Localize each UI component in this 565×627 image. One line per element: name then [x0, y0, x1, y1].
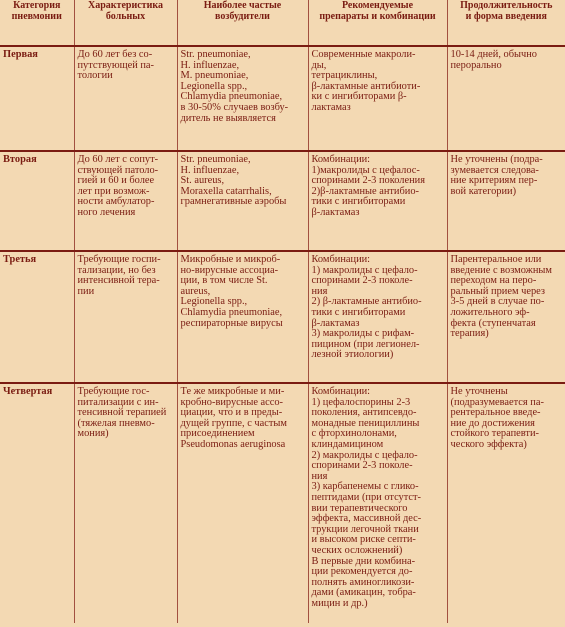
drugs-cell: [308, 151, 447, 251]
cell-text-line: стойкого терапевти-: [450, 428, 539, 440]
cell-text-line: зумевается следова-: [450, 164, 539, 176]
cell-text-line: дитель не выявляется: [180, 112, 276, 124]
cell-text-line: ции рекомендуется до-: [311, 566, 413, 578]
cell-text-line: Современные макроли-: [311, 49, 416, 60]
pathogens-cell: [177, 383, 308, 623]
cell-text-line: Chlamydia pneumoniae,: [180, 306, 283, 318]
table-row-fourth: [0, 383, 565, 623]
cell-text-line: Комбинации:: [311, 154, 371, 165]
duration-cell: [447, 46, 565, 151]
cell-text-line: ние критериям пер-: [450, 175, 538, 187]
cell-text-line: и форма введения: [465, 10, 547, 22]
cell-text-line: β-лактамаз: [311, 206, 360, 218]
cell-text-line: В первые дни комбина-: [311, 555, 416, 567]
category-cell: Четвертая: [0, 383, 74, 623]
cell-text-line: и высоком риске септи-: [311, 534, 416, 546]
cell-text-line: полнять аминогликози-: [311, 576, 415, 588]
cell-text-line: Требующие гос-: [77, 386, 150, 397]
cell-text-line: дами (амикацин, тобра-: [311, 587, 416, 599]
cell-text-line: ного лечения: [77, 206, 136, 218]
cell-text-line: Legionella spp.,: [180, 296, 248, 308]
header-drugs: [308, 0, 447, 46]
duration-cell: [447, 151, 565, 251]
cell-text-line: с фторхинолонами,: [311, 428, 397, 440]
cell-text-line: монадные пенициллины: [311, 417, 420, 429]
cell-text-line: До 60 лет без со-: [77, 49, 153, 60]
patients-cell: [74, 383, 177, 623]
cell-text-line: возбудители: [215, 10, 270, 22]
cell-text-line: 3-5 дней в случае по-: [450, 296, 545, 308]
cell-text-line: ния: [311, 470, 328, 482]
cell-text-line: ды,: [311, 59, 327, 71]
cell-text-line: Legionella spp.,: [180, 80, 248, 92]
cell-text-line: Продолжительность: [460, 0, 553, 11]
duration-cell: [447, 383, 565, 623]
cell-text-line: Не уточнены (подра-: [450, 154, 543, 165]
table-header-row: [0, 0, 565, 46]
cell-text-line: лет при возмож-: [77, 185, 150, 197]
cell-text-line: питализации с ин-: [77, 396, 159, 408]
cell-text-line: циации, что и в преды-: [180, 407, 283, 419]
cell-text-line: респираторные вирусы: [180, 317, 283, 329]
cell-text-line: тики с ингибиторами: [311, 196, 406, 208]
cell-text-line: 1) цефалоспорины 2-3: [311, 396, 411, 408]
cell-text-line: Moraxella catarrhalis,: [180, 185, 272, 197]
cell-text-line: в 30-50% случаев возбу-: [180, 101, 289, 113]
cell-text-line: тенсивной терапией: [77, 407, 167, 419]
cell-text-line: препараты и комбинации: [319, 10, 436, 22]
cell-text-line: тологии: [77, 70, 113, 82]
cell-text-line: ния: [311, 285, 328, 297]
cell-text-line: путствующей па-: [77, 59, 154, 71]
cell-text-line: Комбинации:: [311, 386, 371, 397]
header-category: [0, 0, 74, 46]
cell-text-line: ности амбулатор-: [77, 196, 155, 208]
cell-text-line: ческого эффекта): [450, 438, 527, 450]
patients-cell: [74, 251, 177, 383]
drugs-cell: [308, 251, 447, 383]
cell-text-line: Парентеральное или: [450, 254, 542, 265]
cell-text-line: введение с возможным: [450, 264, 552, 276]
cell-text-line: Характеристика: [88, 0, 163, 11]
cell-text-line: вии терапевтического: [311, 502, 408, 514]
patients-cell: [74, 151, 177, 251]
cell-text-line: Микробные и микроб-: [180, 254, 281, 265]
table-row-third: [0, 251, 565, 383]
cell-text-line: тетрациклины,: [311, 70, 378, 82]
cell-text-line: M. pneumoniae,: [180, 70, 249, 82]
cell-text-line: вой категории): [450, 185, 517, 197]
cell-text-line: тики с ингибиторами: [311, 306, 406, 318]
cell-text-line: Комбинации:: [311, 254, 371, 265]
patients-cell: [74, 46, 177, 151]
cell-text-line: Pseudomonas aeruginosa: [180, 438, 286, 450]
header-pathogens: [177, 0, 308, 46]
cell-text-line: 2) макролиды с цефало-: [311, 449, 418, 461]
cell-text-line: интенсивной тера-: [77, 275, 160, 287]
cell-text-line: кробно-вирусные ассо-: [180, 396, 284, 408]
category-cell: Первая: [0, 46, 74, 151]
cell-text-line: рентеральное введе-: [450, 407, 541, 419]
cell-text-line: ложительного эф-: [450, 306, 530, 318]
cell-text-line: пневмонии: [11, 10, 62, 22]
cell-text-line: ции, в том числе St.: [180, 275, 268, 287]
cell-text-line: Те же микробные и ми-: [180, 386, 285, 397]
cell-text-line: ральный прием через: [450, 285, 546, 297]
cell-text-line: мония): [77, 428, 109, 440]
cell-text-line: споринами 2-3 поколения: [311, 175, 426, 187]
cell-text-line: переходом на перо-: [450, 275, 537, 287]
cell-text-line: поколения, антипсевдо-: [311, 407, 417, 419]
cell-text-line: пицином (при легионел-: [311, 338, 420, 350]
cell-text-line: ческих осложнений): [311, 544, 403, 556]
cell-text-line: β-лактамные антибиоти-: [311, 80, 421, 92]
cell-text-line: дущей группе, с частым: [180, 417, 287, 429]
table-row-second: [0, 151, 565, 251]
cell-text-line: 10-14 дней, обычно: [450, 49, 537, 60]
cell-text-line: ние до достижения: [450, 417, 535, 429]
cell-text-line: пептидами (при отсутст-: [311, 491, 422, 503]
drugs-cell: [308, 46, 447, 151]
cell-text-line: фекта (ступенчатая: [450, 317, 536, 329]
cell-text-line: 2) β-лактамные антибио-: [311, 296, 422, 308]
cell-text-line: больных: [105, 10, 146, 22]
cell-text-line: Chlamydia pneumoniae,: [180, 91, 283, 103]
header-patients: [74, 0, 177, 46]
cell-text-line: клиндамицином: [311, 438, 384, 450]
pathogens-cell: [177, 151, 308, 251]
cell-text-line: Не уточнены: [450, 386, 508, 397]
cell-text-line: До 60 лет с сопут-: [77, 154, 159, 165]
cell-text-line: споринами 2-3 поколе-: [311, 275, 413, 287]
cell-text-line: β-лактамаз: [311, 317, 360, 329]
cell-text-line: (подразумевается па-: [450, 396, 544, 408]
cell-text-line: Требующие госпи-: [77, 254, 161, 265]
cell-text-line: 1)макролиды с цефалос-: [311, 164, 420, 176]
cell-text-line: (тяжелая пневмо-: [77, 417, 155, 429]
cell-text-line: трукции легочной ткани: [311, 523, 419, 535]
pathogens-cell: [177, 46, 308, 151]
cell-text-line: 2)β-лактамные антибио-: [311, 185, 419, 197]
cell-text-line: гией и 60 и более: [77, 175, 155, 187]
cell-text-line: Рекомендуемые: [341, 0, 414, 11]
cell-text-line: присоединением: [180, 428, 255, 440]
cell-text-line: лезной этиологии): [311, 349, 394, 361]
cell-text-line: Наиболее частые: [203, 0, 282, 11]
cell-text-line: aureus,: [180, 285, 211, 297]
table-row-first: [0, 46, 565, 151]
cell-text-line: Категория: [13, 0, 61, 11]
cell-text-line: мицин и др.): [311, 597, 368, 609]
cell-text-line: лактамаз: [311, 101, 351, 113]
cell-text-line: эффекта, массивной дес-: [311, 513, 422, 525]
pathogens-cell: [177, 251, 308, 383]
cell-text-line: Str. pneumoniae,: [180, 154, 251, 165]
cell-text-line: 3) карбапенемы с глико-: [311, 481, 419, 493]
cell-text-line: но-вирусные ассоциа-: [180, 264, 279, 276]
cell-text-line: пии: [77, 285, 95, 297]
cell-text-line: грамнегативные аэробы: [180, 196, 287, 208]
cell-text-line: Str. pneumoniae,: [180, 49, 251, 60]
cell-text-line: 3) макролиды с рифам-: [311, 328, 415, 340]
cell-text-line: споринами 2-3 поколе-: [311, 460, 413, 472]
cell-text-line: 1) макролиды с цефало-: [311, 264, 418, 276]
cell-text-line: St. aureus,: [180, 175, 225, 187]
duration-cell: [447, 251, 565, 383]
drugs-cell: [308, 383, 447, 623]
cell-text-line: H. influenzae,: [180, 164, 240, 176]
cell-text-line: перорально: [450, 59, 502, 71]
header-duration: [447, 0, 565, 46]
cell-text-line: тализации, но без: [77, 264, 156, 276]
category-cell: Третья: [0, 251, 74, 383]
cell-text-line: терапия): [450, 328, 489, 340]
category-cell: Вторая: [0, 151, 74, 251]
cell-text-line: ствующей патоло-: [77, 164, 159, 176]
cell-text-line: ки с ингибиторами β-: [311, 91, 407, 103]
cell-text-line: H. influenzae,: [180, 59, 240, 71]
